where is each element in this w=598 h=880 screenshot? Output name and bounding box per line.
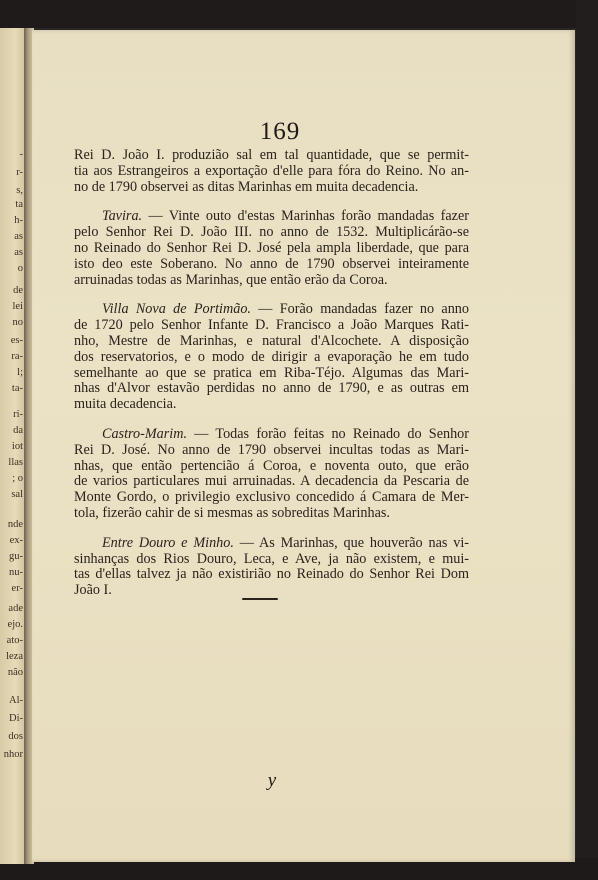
signature-mark: y — [267, 770, 277, 791]
place-heading: Castro-Marim. — [102, 425, 187, 442]
text-line: nho, Mestre de Marinhas, e natural d'Alcochete. A disposição — [74, 332, 469, 349]
text-line: sinhanças dos Rios Douro, Leca, e Ave, ja não existem, e mui- — [74, 550, 469, 567]
text-line: Monte Gordo, o privilegio exclusivo concedido á Camara de Mer- — [74, 489, 469, 506]
text-line: nhas, que então pertencião á Coroa, e noventa outo, que erão — [74, 457, 469, 474]
text-line: tas d'ellas talvez ja não existirião no Reinado do Senhor Rei Dom — [74, 566, 469, 583]
facing-page-fragment: de — [13, 285, 23, 296]
text-line: arruinadas todas as Marinhas, que então erão da Coroa. — [74, 271, 388, 288]
facing-page-fragment: ex- — [9, 535, 23, 546]
facing-page-fragment: leza — [6, 651, 23, 662]
text-line: isto deo este Soberano. No anno de 1790 observei inteiramente — [74, 255, 469, 272]
text-line: semelhante ao que se pratica em Riba-Téjo. Algumas das Mari- — [74, 364, 469, 381]
facing-page-fragment: lei — [12, 301, 23, 312]
facing-page-fragment: sal — [11, 489, 23, 500]
text-line — [74, 427, 469, 443]
facing-page-fragment: ri- — [13, 409, 23, 420]
text-line: Rei D. João I. produzião sal em tal quantidade, que se permit- — [74, 147, 469, 163]
facing-page-fragment: as — [14, 231, 23, 242]
facing-page-fragment: iot — [11, 441, 23, 452]
facing-page-fragment: nde — [7, 519, 23, 530]
facing-page-fragment: nhor — [3, 749, 23, 760]
facing-page-fragment: no — [12, 317, 23, 328]
text-line: de 1720 pelo Senhor Infante D. Francisco a João Marques Rati- — [74, 317, 469, 334]
facing-page-fragment: er- — [11, 583, 23, 594]
facing-page-fragment: Al- — [9, 695, 23, 706]
text-line: João I. — [74, 582, 112, 599]
facing-page-fragment: o — [17, 263, 23, 274]
facing-page-fragment: llas — [8, 457, 23, 468]
scan-background-top — [0, 0, 598, 28]
paragraph — [74, 148, 469, 195]
text-line: no Reinado do Senhor Rei D. José pela ampla liberdade, que para — [74, 239, 469, 256]
facing-page-edge — [0, 28, 26, 864]
facing-page-fragment: ta- — [11, 383, 23, 394]
facing-page-fragment: Di- — [9, 713, 23, 724]
place-heading: Villa Nova de Portimão. — [102, 301, 251, 318]
facing-page-fragment: s, — [16, 185, 23, 196]
facing-page-fragment: ; o — [12, 473, 23, 484]
facing-page-fragment: as — [14, 247, 23, 258]
facing-page-fragment: ejo. — [7, 619, 23, 630]
text-line: tia aos Estrangeiros a exportação d'elle para fóra do Reino. No an- — [74, 162, 469, 179]
facing-page-fragment: h- — [14, 215, 23, 226]
text-line: tola, fizerão cahir de si mesmas as sobreditas Marinhas. — [74, 504, 390, 521]
facing-page-fragment: gu- — [9, 551, 23, 562]
text-line: de varios particulares mui arruinadas. A decadencia da Pescaria de — [74, 473, 469, 490]
facing-page-fragment: - — [19, 149, 23, 160]
text-line: pelo Senhor Rei D. João III. no anno de 1532. Multiplicárão-se — [74, 224, 469, 241]
text-line: no de 1790 observei as ditas Marinhas em muita decadencia. — [74, 178, 419, 195]
facing-page-fragment: ato- — [6, 635, 23, 646]
body-text — [74, 148, 469, 599]
paragraph — [74, 302, 469, 413]
facing-page-fragment: ta — [15, 199, 23, 210]
text-line: Rei D. José. No anno de 1790 observei incultas todas as Mari- — [74, 441, 469, 458]
text-line — [74, 209, 469, 225]
end-rule — [242, 598, 278, 600]
line-text: — Forão mandadas fazer no anno — [250, 301, 469, 318]
facing-page-fragment: não — [7, 667, 23, 678]
facing-page-fragment: l; — [17, 367, 23, 378]
paragraph — [74, 427, 469, 522]
facing-page-fragment: ra- — [11, 351, 23, 362]
line-text: — Todas forão feitas no Reinado do Senhor — [187, 425, 469, 442]
text-line: nhas d'Alvor estavão perdidas no anno de 1790, e as outras em — [74, 380, 469, 397]
place-heading: Entre Douro e Minho. — [102, 534, 234, 551]
book-page — [32, 30, 575, 862]
facing-page-fragment: es- — [10, 335, 23, 346]
page-number: 169 — [259, 118, 301, 145]
text-line — [74, 302, 469, 318]
line-text: — Vinte outo d'estas Marinhas forão mandadas fazer — [142, 208, 469, 225]
facing-page-fragment: r- — [16, 167, 23, 178]
facing-page-fragment: da — [13, 425, 23, 436]
facing-page-fragment: dos — [8, 731, 23, 742]
line-text: — As Marinhas, que houverão nas vi- — [233, 534, 469, 551]
facing-page-fragment: nu- — [9, 567, 23, 578]
paragraph — [74, 536, 469, 599]
paragraph — [74, 209, 469, 288]
place-heading: Tavira. — [102, 208, 143, 225]
scan-background-right — [576, 0, 598, 880]
text-line: muita decadencia. — [74, 396, 177, 413]
facing-page-fragment: ade — [8, 603, 23, 614]
text-line — [74, 536, 469, 552]
text-line: dos reservatorios, e o modo de dirigir a evaporação he em tudo — [74, 348, 469, 365]
